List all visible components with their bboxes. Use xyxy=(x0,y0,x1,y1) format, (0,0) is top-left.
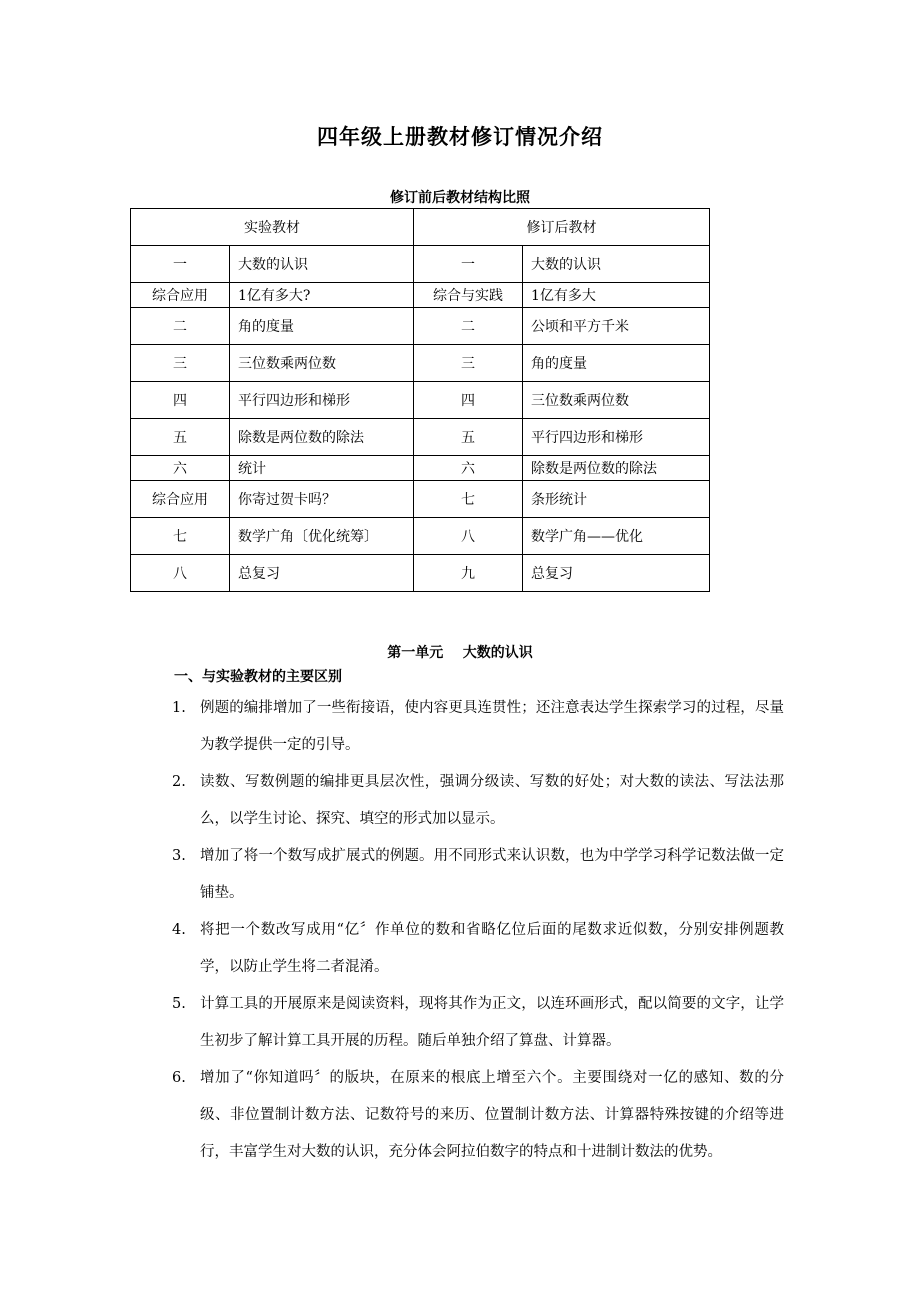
new-unit-title: 总复习 xyxy=(523,555,710,592)
old-unit-no: 三 xyxy=(131,345,230,382)
table-caption: 修订前后教材结构比照 xyxy=(390,190,530,206)
old-unit-title: 大数的认识 xyxy=(230,246,414,283)
new-unit-no: 七 xyxy=(414,481,523,518)
section-subheading: 一、与实验教材的主要区别 xyxy=(174,669,342,685)
table-row xyxy=(131,456,710,481)
new-unit-no: 四 xyxy=(414,382,523,419)
old-unit-no: 五 xyxy=(131,419,230,456)
table-row xyxy=(131,419,710,456)
old-unit-title: 统计 xyxy=(230,456,414,481)
list-item-number: 3. xyxy=(172,848,186,864)
structure-comparison-table xyxy=(130,208,710,592)
old-unit-no: 八 xyxy=(131,555,230,592)
old-unit-no: 综合应用 xyxy=(131,283,230,308)
table-row xyxy=(131,382,710,419)
new-unit-no: 三 xyxy=(414,345,523,382)
new-unit-no: 六 xyxy=(414,456,523,481)
header-revised-textbook: 修订后教材 xyxy=(414,209,710,246)
list-item xyxy=(172,764,784,838)
list-item-number: 6. xyxy=(172,1070,186,1086)
new-unit-no: 二 xyxy=(414,308,523,345)
old-unit-no: 综合应用 xyxy=(131,481,230,518)
new-unit-title: 大数的认识 xyxy=(523,246,710,283)
list-item xyxy=(172,912,784,986)
list-item-text: 将把一个数改写成用“亿〞作单位的数和省略亿位后面的尾数求近似数，分别安排例题教学，以防止学生将二者混淆。 xyxy=(200,922,784,975)
new-unit-no: 五 xyxy=(414,419,523,456)
table-row xyxy=(131,555,710,592)
list-item xyxy=(172,838,784,912)
difference-list xyxy=(172,690,784,1171)
list-item-text: 读数、写数例题的编排更具层次性，强调分级读、写数的好处；对大数的读法、写法法那么，以学生讨论、探究、填空的形式加以显示。 xyxy=(200,774,784,827)
table-row xyxy=(131,481,710,518)
list-item-number: 5. xyxy=(172,996,186,1012)
old-unit-no: 四 xyxy=(131,382,230,419)
new-unit-no: 综合与实践 xyxy=(414,283,523,308)
old-unit-title: 角的度量 xyxy=(230,308,414,345)
new-unit-title: 1亿有多大 xyxy=(523,283,710,308)
table-row xyxy=(131,518,710,555)
list-item-text: 计算工具的开展原来是阅读资料，现将其作为正文，以连环画形式，配以简要的文字，让学生初步了解计算工具开展的历程。随后单独介绍了算盘、计算器。 xyxy=(200,996,784,1049)
old-unit-title: 总复习 xyxy=(230,555,414,592)
page-title: 四年级上册教材修订情况介绍 xyxy=(317,125,603,149)
old-unit-title: 平行四边形和梯形 xyxy=(230,382,414,419)
section-heading: 第一单元 大数的认识 xyxy=(387,645,533,661)
table-row xyxy=(131,246,710,283)
new-unit-title: 平行四边形和梯形 xyxy=(523,419,710,456)
new-unit-title: 角的度量 xyxy=(523,345,710,382)
list-item xyxy=(172,1060,784,1171)
list-item-number: 4. xyxy=(172,922,186,938)
table-row xyxy=(131,345,710,382)
old-unit-title: 你寄过贺卡吗？ xyxy=(230,481,414,518)
list-item-number: 2. xyxy=(172,774,186,790)
list-item-number: 1. xyxy=(172,700,186,716)
old-unit-title: 三位数乘两位数 xyxy=(230,345,414,382)
table-row xyxy=(131,283,710,308)
list-item-text: 增加了“你知道吗〞的版块，在原来的根底上增至六个。主要围绕对一亿的感知、数的分级、非位置制计数方法、记数符号的来历、位置制计数方法、计算器特殊按键的介绍等进行，丰富学生对大数的认识，充分体会阿拉伯数字的特点和十进制计数法的优势。 xyxy=(200,1070,784,1160)
old-unit-no: 一 xyxy=(131,246,230,283)
new-unit-title: 三位数乘两位数 xyxy=(523,382,710,419)
list-item xyxy=(172,986,784,1060)
old-unit-no: 七 xyxy=(131,518,230,555)
list-item xyxy=(172,690,784,764)
old-unit-no: 二 xyxy=(131,308,230,345)
new-unit-no: 八 xyxy=(414,518,523,555)
table-row xyxy=(131,308,710,345)
old-unit-title: 1亿有多大? xyxy=(230,283,414,308)
old-unit-title: 数学广角〔优化统筹〕 xyxy=(230,518,414,555)
header-old-textbook: 实验教材 xyxy=(131,209,414,246)
new-unit-title: 条形统计 xyxy=(523,481,710,518)
new-unit-no: 一 xyxy=(414,246,523,283)
new-unit-title: 公顷和平方千米 xyxy=(523,308,710,345)
list-item-text: 增加了将一个数写成扩展式的例题。用不同形式来认识数，也为中学学习科学记数法做一定铺垫。 xyxy=(200,848,784,901)
new-unit-title: 数学广角——优化 xyxy=(523,518,710,555)
new-unit-title: 除数是两位数的除法 xyxy=(523,456,710,481)
old-unit-no: 六 xyxy=(131,456,230,481)
new-unit-no: 九 xyxy=(414,555,523,592)
old-unit-title: 除数是两位数的除法 xyxy=(230,419,414,456)
list-item-text: 例题的编排增加了一些衔接语，使内容更具连贯性；还注意表达学生探索学习的过程，尽量为教学提供一定的引导。 xyxy=(200,700,784,753)
